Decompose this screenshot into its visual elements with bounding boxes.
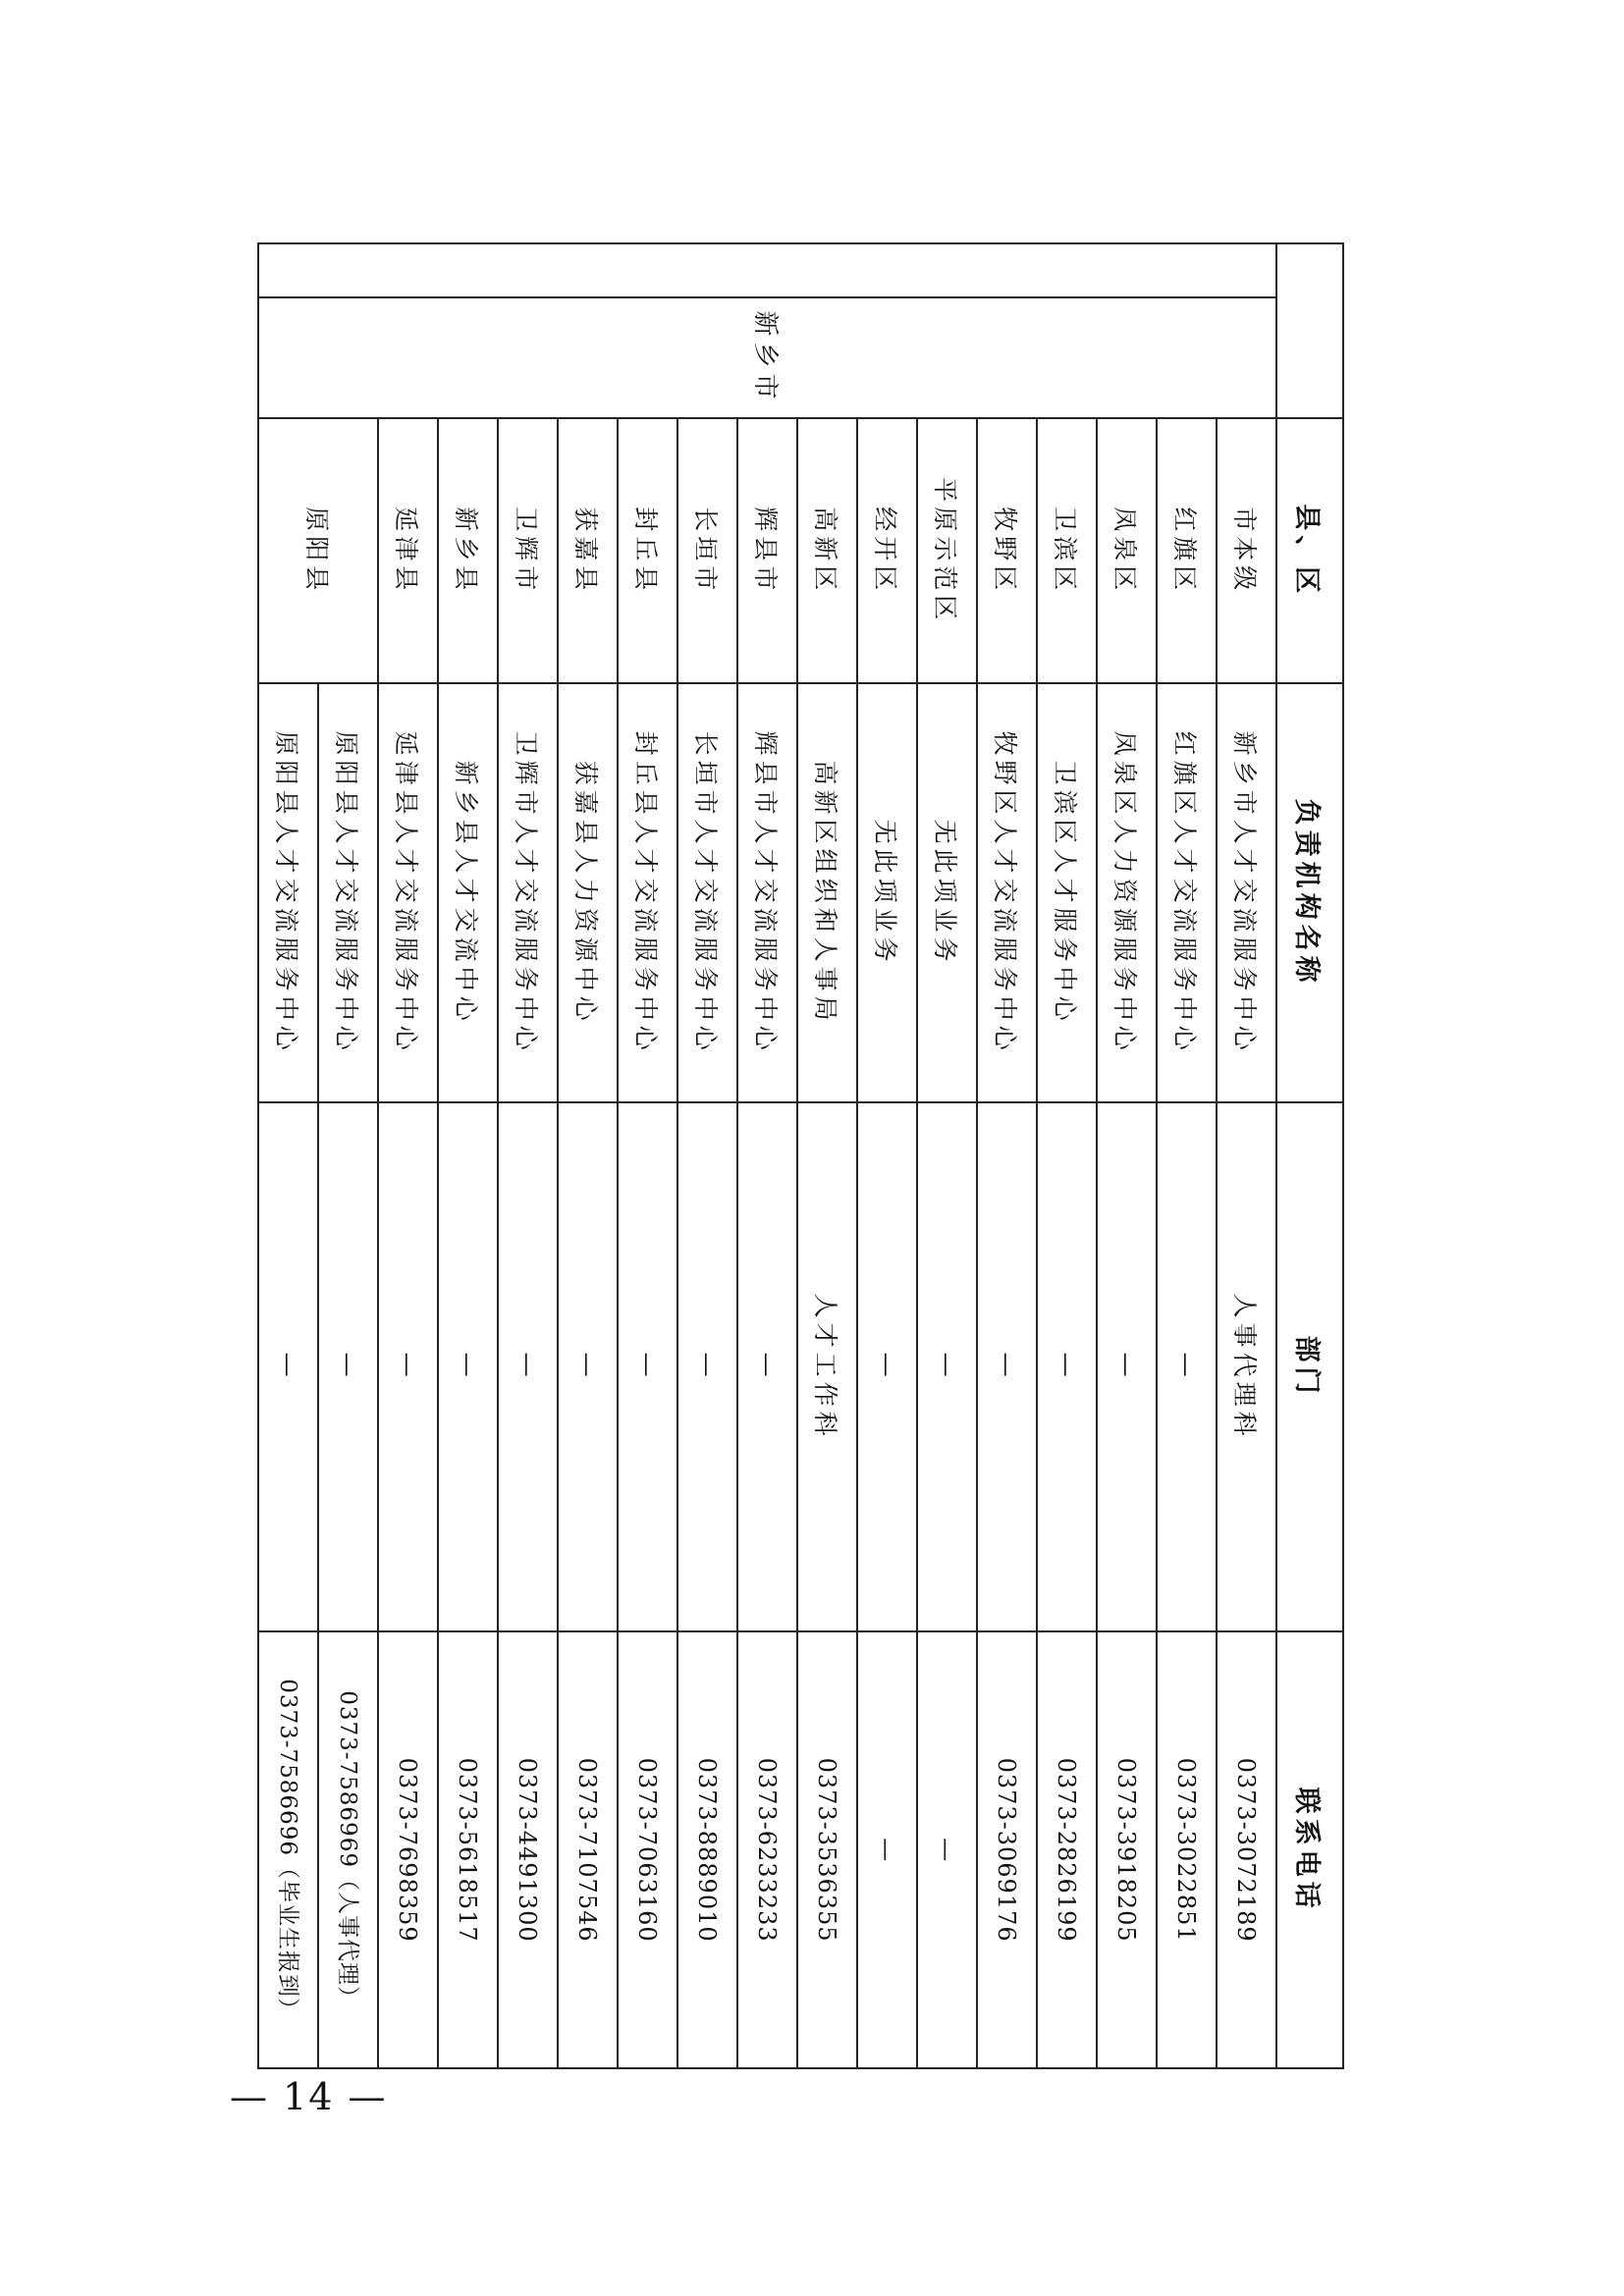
phone-cell: 0373-3072189 — [1217, 1631, 1276, 2068]
district-cell: 红旗区 — [1157, 418, 1217, 683]
phone-cell: — — [857, 1631, 917, 2068]
dept-cell: — — [498, 1102, 558, 1631]
table-row — [318, 243, 378, 2068]
org-cell: 辉县市人才交流服务中心 — [737, 683, 797, 1102]
org-cell: 高新区组织和人事局 — [797, 683, 857, 1102]
dept-cell: — — [977, 1102, 1037, 1631]
table-row — [1097, 243, 1157, 2068]
org-cell: 凤泉区人力资源服务中心 — [1097, 683, 1157, 1102]
table-row — [378, 243, 438, 2068]
district-cell: 经开区 — [857, 418, 917, 683]
table-row — [498, 243, 558, 2068]
district-cell: 卫滨区 — [1037, 418, 1097, 683]
dept-cell: — — [737, 1102, 797, 1631]
phone-cell: 0373-7107546 — [558, 1631, 618, 2068]
phone-cell: 0373-7586969（人事代理） — [318, 1631, 378, 2068]
org-cell: 红旗区人才交流服务中心 — [1157, 683, 1217, 1102]
district-cell: 凤泉区 — [1097, 418, 1157, 683]
org-cell: 延津县人才交流服务中心 — [378, 683, 438, 1102]
org-cell: 长垣市人才交流服务中心 — [677, 683, 737, 1102]
phone-cell: 0373-4491300 — [498, 1631, 558, 2068]
org-cell: 无此项业务 — [917, 683, 977, 1102]
table-row — [977, 243, 1037, 2068]
header-district: 县、区 — [1276, 418, 1343, 683]
dept-cell: — — [438, 1102, 498, 1631]
org-cell: 卫滨区人才服务中心 — [1037, 683, 1097, 1102]
phone-cell: 0373-5618517 — [438, 1631, 498, 2068]
table-row — [857, 243, 917, 2068]
org-cell: 封丘县人才交流服务中心 — [618, 683, 677, 1102]
table-row — [1037, 243, 1097, 2068]
rotated-page-content — [264, 242, 1344, 2069]
blank-column — [258, 243, 1276, 297]
phone-cell: 0373-7586696（毕业生报到） — [258, 1631, 318, 2068]
table-row — [797, 243, 857, 2068]
table-row — [737, 243, 797, 2068]
district-cell: 延津县 — [378, 418, 438, 683]
dept-cell: — — [258, 1102, 318, 1631]
phone-cell: 0373-3022851 — [1157, 1631, 1217, 2068]
phone-cell: 0373-2826199 — [1037, 1631, 1097, 2068]
org-cell: 牧野区人才交流服务中心 — [977, 683, 1037, 1102]
dept-cell: — — [857, 1102, 917, 1631]
phone-cell: 0373-7698359 — [378, 1631, 438, 2068]
header-dept: 部门 — [1276, 1102, 1343, 1631]
dept-cell: — — [318, 1102, 378, 1631]
table-body — [258, 243, 1276, 2068]
city-cell: 新乡市 — [258, 297, 1276, 419]
table-row — [438, 243, 498, 2068]
org-cell: 无此项业务 — [857, 683, 917, 1102]
dept-cell: — — [618, 1102, 677, 1631]
phone-cell: — — [917, 1631, 977, 2068]
district-cell: 新乡县 — [438, 418, 498, 683]
org-cell: 获嘉县人力资源中心 — [558, 683, 618, 1102]
dept-cell: — — [1157, 1102, 1217, 1631]
phone-cell: 0373-3536355 — [797, 1631, 857, 2068]
dept-cell: — — [558, 1102, 618, 1631]
dept-cell: 人才工作科 — [797, 1102, 857, 1631]
header-org: 负责机构名称 — [1276, 683, 1343, 1102]
table-row — [1217, 243, 1276, 2068]
dept-cell: — — [917, 1102, 977, 1631]
org-cell: 新乡市人才交流服务中心 — [1217, 683, 1276, 1102]
table-row — [917, 243, 977, 2068]
org-cell: 卫辉市人才交流服务中心 — [498, 683, 558, 1102]
table-row — [1157, 243, 1217, 2068]
table-row — [618, 243, 677, 2068]
phone-cell: 0373-3918205 — [1097, 1631, 1157, 2068]
dept-cell: — — [1037, 1102, 1097, 1631]
header-blank — [1276, 243, 1343, 418]
table-row — [558, 243, 618, 2068]
district-cell: 长垣市 — [677, 418, 737, 683]
district-cell: 原阳县 — [258, 418, 378, 683]
dept-cell: — — [1097, 1102, 1157, 1631]
district-cell: 牧野区 — [977, 418, 1037, 683]
phone-cell: 0373-7063160 — [618, 1631, 677, 2068]
phone-cell: 0373-8889010 — [677, 1631, 737, 2068]
district-cell: 封丘县 — [618, 418, 677, 683]
district-cell: 卫辉市 — [498, 418, 558, 683]
table-row — [677, 243, 737, 2068]
dept-cell: — — [677, 1102, 737, 1631]
page-number: — 14 — — [230, 2075, 388, 2118]
org-cell: 原阳县人才交流服务中心 — [318, 683, 378, 1102]
district-cell: 平原示范区 — [917, 418, 977, 683]
district-cell: 高新区 — [797, 418, 857, 683]
dept-cell: 人事代理科 — [1217, 1102, 1276, 1631]
dept-cell: — — [378, 1102, 438, 1631]
org-cell: 原阳县人才交流服务中心 — [258, 683, 318, 1102]
table-header-row — [1276, 243, 1343, 2068]
district-cell: 辉县市 — [737, 418, 797, 683]
district-cell: 市本级 — [1217, 418, 1276, 683]
phone-cell: 0373-3069176 — [977, 1631, 1037, 2068]
district-cell: 获嘉县 — [558, 418, 618, 683]
header-phone: 联系电话 — [1276, 1631, 1343, 2068]
phone-cell: 0373-6233233 — [737, 1631, 797, 2068]
contact-table — [257, 242, 1344, 2069]
org-cell: 新乡县人才交流中心 — [438, 683, 498, 1102]
